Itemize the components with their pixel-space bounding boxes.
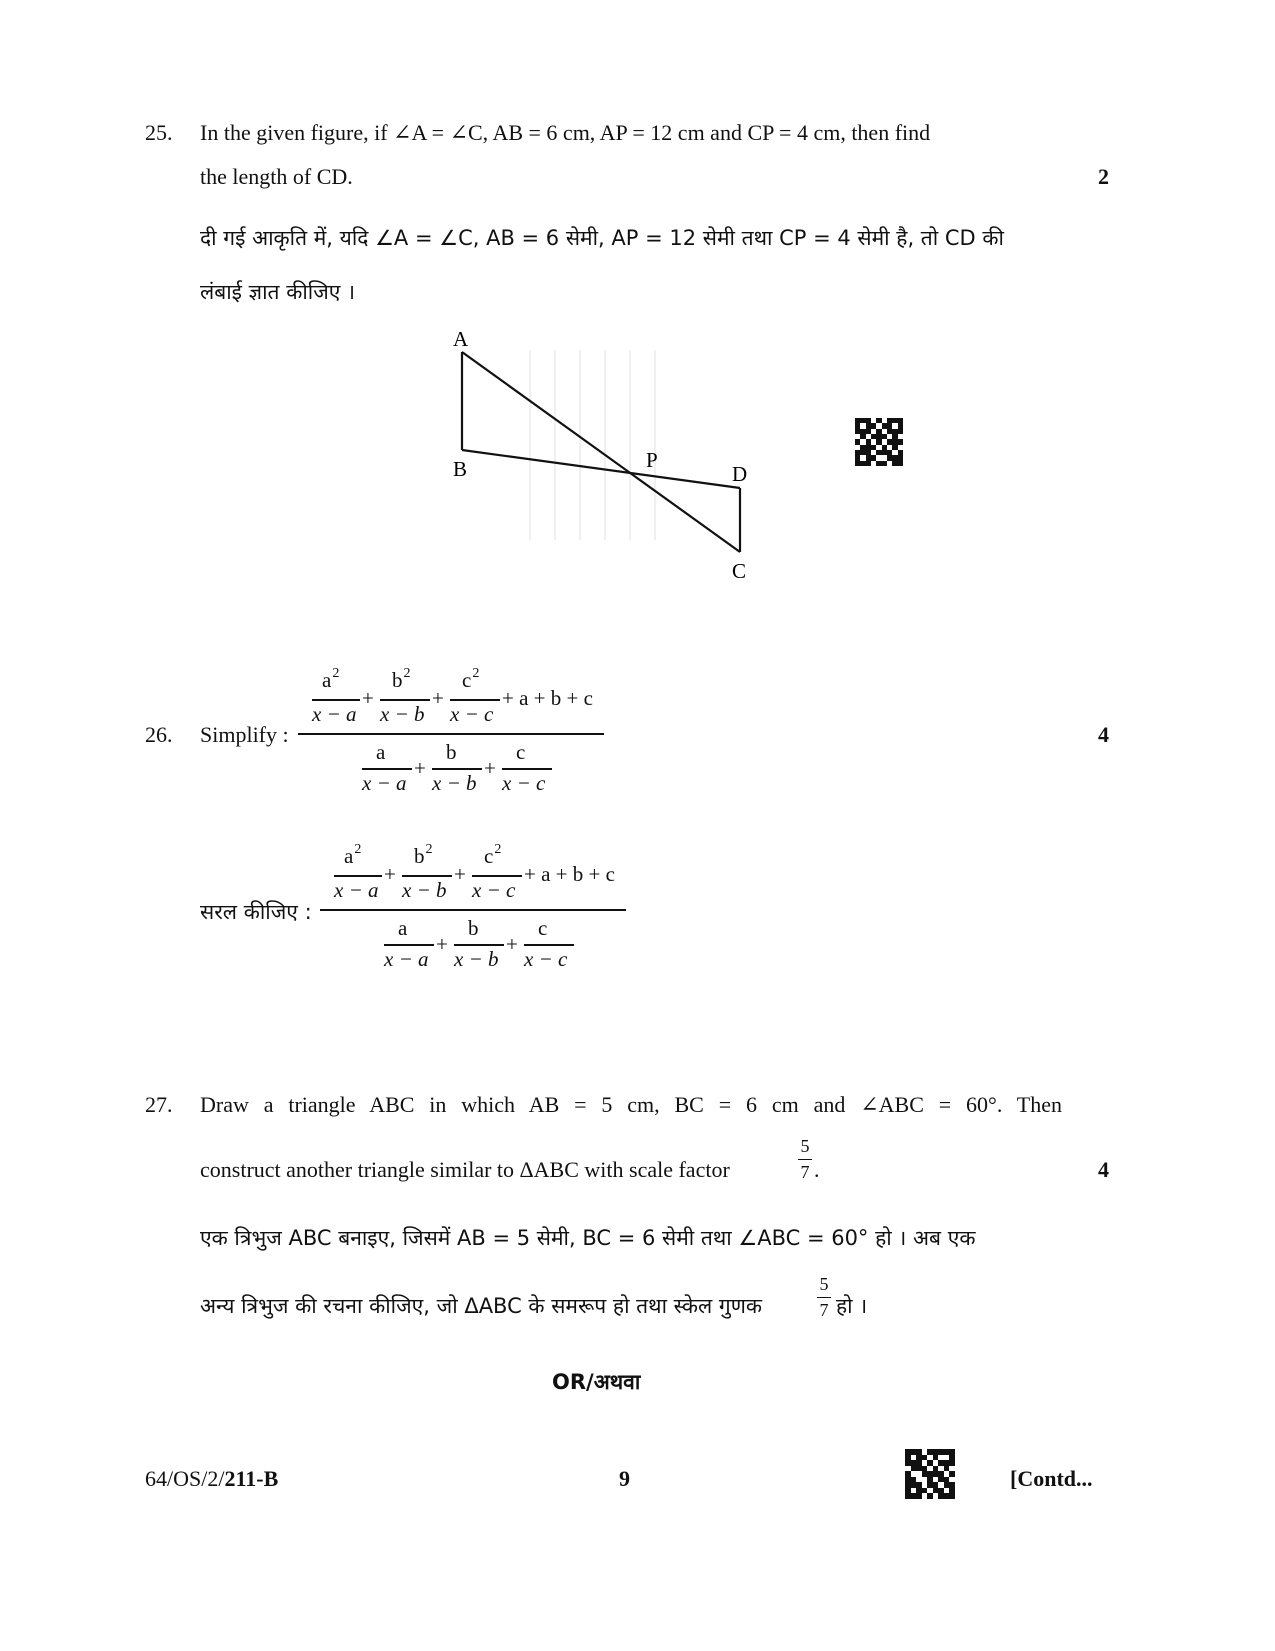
plus-sign: + — [432, 686, 444, 710]
q27-line2-end: . — [814, 1157, 820, 1182]
qr-code-icon — [855, 418, 903, 466]
num-term-3-top: $c^2$ — [484, 842, 502, 868]
num-term-1-top: $a^2$ — [322, 666, 340, 692]
footer-qr-code-icon — [905, 1449, 955, 1499]
plus-sign: + — [454, 862, 466, 886]
segment-ac — [462, 352, 740, 552]
q25-number: 25. — [145, 120, 173, 145]
den-term-3-top: c — [538, 916, 548, 940]
main-fraction-bar — [298, 733, 604, 735]
num-term-2-bottom: x − b — [402, 878, 447, 902]
q26-hindi-prompt: सरल कीजिए : — [200, 900, 312, 924]
q26-expression — [298, 660, 618, 810]
den-term-2-bottom: x − b — [432, 771, 477, 795]
segment-bd — [462, 450, 740, 488]
q26-marks: 4 — [1098, 722, 1109, 747]
plus-sign: + — [362, 686, 374, 710]
page-number: 9 — [619, 1466, 630, 1491]
num-term-1-bottom: x − a — [334, 878, 379, 902]
den-term-2-top: b — [446, 740, 457, 764]
label-b: B — [453, 457, 468, 481]
den-term-2-top: b — [468, 916, 479, 940]
den-term-3-bottom: x − c — [502, 771, 546, 795]
q27-hindi-scale-factor: 5 7 — [817, 1274, 831, 1321]
q27-hindi-line2: अन्य त्रिभुज की रचना कीजिए, जो ΔABC के समरूप हो तथा स्केल गुणक — [200, 1294, 763, 1318]
q27-scale-factor: 5 7 — [798, 1136, 812, 1183]
den-term-1-top: a — [398, 916, 408, 940]
num-term-3-bottom: x − c — [472, 878, 516, 902]
main-fraction-bar — [320, 909, 626, 911]
q26-hindi-expression — [320, 836, 640, 986]
q25-text-line2: the length of CD. — [200, 164, 353, 189]
den-term-3-bottom: x − c — [524, 947, 568, 971]
den-term-2-bottom: x − b — [454, 947, 499, 971]
num-term-1-top: $a^2$ — [344, 842, 362, 868]
or-divider: OR/अथवा — [552, 1370, 641, 1394]
num-term-2-bottom: x − b — [380, 702, 425, 726]
den-term-3-top: c — [516, 740, 526, 764]
label-c: C — [732, 559, 747, 583]
q27-hindi-line2-end: हो । — [836, 1294, 868, 1318]
num-tail: + a + b + c — [502, 686, 593, 710]
q27-marks: 4 — [1098, 1157, 1109, 1182]
q25-hindi-line2: लंबाई ज्ञात कीजिए । — [200, 280, 356, 304]
q27-number: 27. — [145, 1092, 173, 1117]
label-a: A — [453, 330, 469, 351]
q26-number: 26. — [145, 722, 173, 747]
q26-prompt: Simplify : — [200, 722, 289, 747]
q25-marks: 2 — [1098, 164, 1109, 189]
den-term-1-bottom: x − a — [362, 771, 407, 795]
plus-sign: + — [436, 932, 448, 956]
q25-text-line1: In the given figure, if ∠A = ∠C, AB = 6 cm, AP = 12 cm and CP = 4 cm, then find — [200, 120, 931, 145]
num-term-2-top: $b^2$ — [414, 842, 433, 868]
q25-figure — [440, 330, 760, 590]
plus-sign: + — [506, 932, 518, 956]
den-term-1-top: a — [376, 740, 386, 764]
num-term-3-bottom: x − c — [450, 702, 494, 726]
paper-code: 64/OS/2/211-B — [145, 1466, 279, 1491]
plus-sign: + — [484, 756, 496, 780]
q27-text-line1: Draw a triangle ABC in which AB = 5 cm, BC = 6 cm and ∠ABC = 60°. Then — [200, 1092, 1062, 1117]
q25-hindi-line1: दी गई आकृति में, यदि ∠A = ∠C, AB = 6 सेमी, AP = 12 सेमी तथा CP = 4 सेमी है, तो CD की — [200, 226, 1004, 250]
continued-label: [Contd... — [1010, 1466, 1093, 1491]
num-tail: + a + b + c — [524, 862, 615, 886]
den-term-1-bottom: x − a — [384, 947, 429, 971]
label-d: D — [732, 462, 748, 486]
label-p: P — [646, 448, 658, 472]
q27-hindi-line1: एक त्रिभुज ABC बनाइए, जिसमें AB = 5 सेमी, BC = 6 सेमी तथा ∠ABC = 60° हो । अब एक — [200, 1226, 976, 1250]
num-term-3-top: $c^2$ — [462, 666, 480, 692]
plus-sign: + — [414, 756, 426, 780]
q27-text-line2: construct another triangle similar to ΔABC with scale factor — [200, 1157, 730, 1182]
plus-sign: + — [384, 862, 396, 886]
num-term-2-top: $b^2$ — [392, 666, 411, 692]
num-term-1-bottom: x − a — [312, 702, 357, 726]
